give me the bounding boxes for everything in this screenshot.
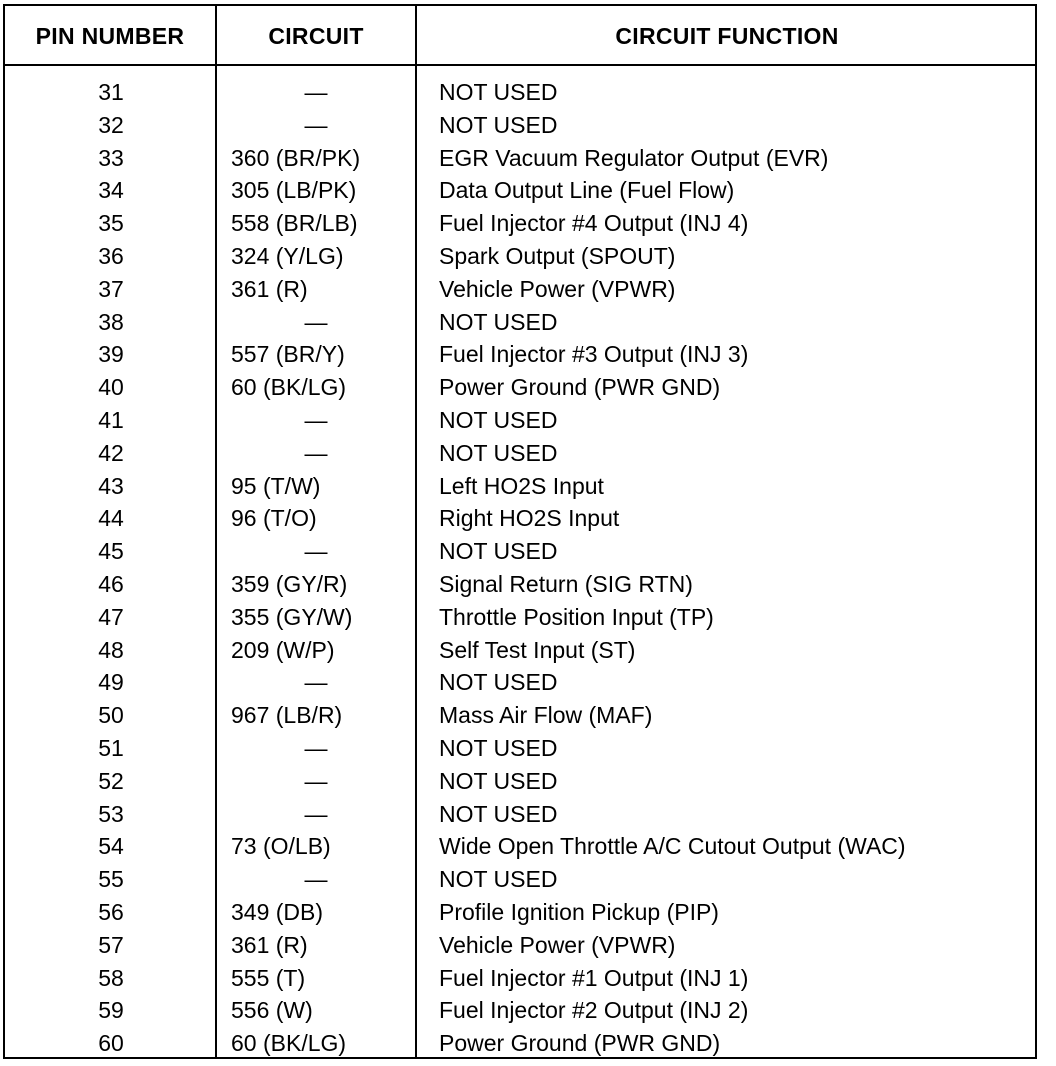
- table-row: [5, 502, 1035, 535]
- circuit-function-cell: Left HO2S Input: [439, 472, 604, 499]
- circuit-function-cell: NOT USED: [439, 439, 558, 466]
- header-circuit-function: CIRCUIT FUNCTION: [615, 23, 839, 49]
- table-row: [5, 207, 1035, 240]
- circuit-function-cell: NOT USED: [439, 734, 558, 761]
- table-row: [5, 699, 1035, 732]
- circuit-function-cell: Fuel Injector #2 Output (INJ 2): [439, 997, 749, 1024]
- header-circuit: CIRCUIT: [268, 23, 364, 49]
- pin-number-cell: 43: [98, 472, 124, 499]
- circuit-cell: —: [304, 800, 328, 827]
- table-row: [5, 142, 1035, 175]
- table-row: [5, 601, 1035, 634]
- pin-number-cell: 31: [98, 79, 124, 105]
- table-row: [5, 962, 1035, 995]
- pin-number-cell: 44: [98, 505, 124, 532]
- pin-number-cell: 60: [98, 1030, 124, 1057]
- table-header: [5, 6, 1035, 66]
- circuit-cell: 60 (BK/LG): [231, 374, 347, 401]
- circuit-cell: 73 (O/LB): [231, 833, 331, 860]
- circuit-function-cell: Wide Open Throttle A/C Cutout Output (WAC): [439, 833, 906, 860]
- pin-number-cell: 32: [98, 111, 124, 138]
- pin-number-cell: 35: [98, 210, 124, 237]
- table-row: [5, 174, 1035, 207]
- circuit-function-cell: Fuel Injector #3 Output (INJ 3): [439, 341, 749, 368]
- table-row: [5, 273, 1035, 306]
- circuit-cell: —: [304, 111, 328, 138]
- table-row: [5, 240, 1035, 273]
- circuit-function-cell: Self Test Input (ST): [439, 636, 636, 663]
- table-row: [5, 994, 1035, 1027]
- table-row: [5, 1027, 1035, 1060]
- table-body: [5, 76, 1035, 1060]
- circuit-cell: 349 (DB): [231, 898, 324, 925]
- circuit-function-cell: Profile Ignition Pickup (PIP): [439, 898, 719, 925]
- circuit-function-cell: Spark Output (SPOUT): [439, 242, 676, 269]
- circuit-cell: —: [304, 308, 328, 335]
- pin-number-cell: 59: [98, 997, 124, 1024]
- circuit-cell: 361 (R): [231, 931, 308, 958]
- circuit-cell: 555 (T): [231, 964, 306, 991]
- circuit-cell: —: [304, 79, 328, 105]
- circuit-function-cell: Right HO2S Input: [439, 505, 620, 532]
- circuit-function-cell: EGR Vacuum Regulator Output (EVR): [439, 144, 829, 171]
- table-row: [5, 830, 1035, 863]
- circuit-function-cell: Data Output Line (Fuel Flow): [439, 177, 735, 204]
- circuit-function-cell: Power Ground (PWR GND): [439, 1030, 721, 1057]
- circuit-cell: 558 (BR/LB): [231, 210, 358, 237]
- circuit-function-cell: NOT USED: [439, 79, 558, 105]
- circuit-cell: —: [304, 538, 328, 565]
- circuit-function-cell: NOT USED: [439, 538, 558, 565]
- table-row: [5, 437, 1035, 470]
- pin-number-cell: 48: [98, 636, 124, 663]
- circuit-function-cell: Vehicle Power (VPWR): [439, 931, 676, 958]
- pin-number-cell: 47: [98, 603, 124, 630]
- circuit-cell: 305 (LB/PK): [231, 177, 357, 204]
- circuit-cell: 355 (GY/W): [231, 603, 353, 630]
- pin-number-cell: 34: [98, 177, 124, 204]
- circuit-cell: 361 (R): [231, 275, 308, 302]
- circuit-function-cell: Throttle Position Input (TP): [439, 603, 714, 630]
- pin-number-cell: 36: [98, 242, 124, 269]
- pin-number-cell: 39: [98, 341, 124, 368]
- pin-number-cell: 58: [98, 964, 124, 991]
- pin-number-cell: 57: [98, 931, 124, 958]
- circuit-cell: —: [304, 669, 328, 696]
- header-pin-number: PIN NUMBER: [35, 23, 185, 49]
- table-row: [5, 404, 1035, 437]
- pin-number-cell: 50: [98, 702, 124, 729]
- pin-number-cell: 42: [98, 439, 124, 466]
- circuit-function-cell: NOT USED: [439, 800, 558, 827]
- table-row: [5, 371, 1035, 404]
- pin-table: [3, 4, 1037, 1059]
- circuit-cell: 96 (T/O): [231, 505, 317, 532]
- circuit-function-cell: NOT USED: [439, 111, 558, 138]
- circuit-cell: 556 (W): [231, 997, 313, 1024]
- table-row: [5, 896, 1035, 929]
- pin-number-cell: 37: [98, 275, 124, 302]
- circuit-function-cell: NOT USED: [439, 767, 558, 794]
- table-row: [5, 929, 1035, 962]
- table-row: [5, 109, 1035, 142]
- pin-number-cell: 56: [98, 898, 124, 925]
- circuit-function-cell: Fuel Injector #1 Output (INJ 1): [439, 964, 749, 991]
- circuit-function-cell: Mass Air Flow (MAF): [439, 702, 653, 729]
- table-row: [5, 732, 1035, 765]
- table-row: [5, 470, 1035, 503]
- circuit-cell: 360 (BR/PK): [231, 144, 361, 171]
- pin-number-cell: 41: [98, 406, 124, 433]
- pin-number-cell: 53: [98, 800, 124, 827]
- pin-number-cell: 55: [98, 866, 124, 893]
- circuit-cell: —: [304, 767, 328, 794]
- circuit-cell: 359 (GY/R): [231, 570, 348, 597]
- table-row: [5, 338, 1035, 371]
- circuit-function-cell: Power Ground (PWR GND): [439, 374, 721, 401]
- table-row: [5, 798, 1035, 831]
- table-row: [5, 76, 1035, 109]
- circuit-cell: 209 (W/P): [231, 636, 335, 663]
- circuit-cell: 324 (Y/LG): [231, 242, 344, 269]
- circuit-function-cell: NOT USED: [439, 669, 558, 696]
- circuit-cell: —: [304, 439, 328, 466]
- table-row: [5, 568, 1035, 601]
- pin-number-cell: 49: [98, 669, 124, 696]
- table-row: [5, 863, 1035, 896]
- circuit-cell: 60 (BK/LG): [231, 1030, 347, 1057]
- circuit-cell: —: [304, 406, 328, 433]
- circuit-cell: 557 (BR/Y): [231, 341, 345, 368]
- pin-number-cell: 51: [98, 734, 124, 761]
- pin-number-cell: 40: [98, 374, 124, 401]
- pin-number-cell: 52: [98, 767, 124, 794]
- table-row: [5, 634, 1035, 667]
- circuit-function-cell: NOT USED: [439, 308, 558, 335]
- circuit-function-cell: Vehicle Power (VPWR): [439, 275, 676, 302]
- pin-number-cell: 38: [98, 308, 124, 335]
- circuit-function-cell: NOT USED: [439, 866, 558, 893]
- table-row: [5, 535, 1035, 568]
- table-row: [5, 306, 1035, 339]
- circuit-cell: —: [304, 734, 328, 761]
- pin-number-cell: 46: [98, 570, 124, 597]
- circuit-function-cell: Signal Return (SIG RTN): [439, 570, 693, 597]
- circuit-cell: 967 (LB/R): [231, 702, 343, 729]
- pin-number-cell: 54: [98, 833, 124, 860]
- circuit-function-cell: NOT USED: [439, 406, 558, 433]
- circuit-cell: 95 (T/W): [231, 472, 321, 499]
- circuit-cell: —: [304, 866, 328, 893]
- circuit-function-cell: Fuel Injector #4 Output (INJ 4): [439, 210, 749, 237]
- table-row: [5, 666, 1035, 699]
- table-row: [5, 765, 1035, 798]
- pin-number-cell: 45: [98, 538, 124, 565]
- pin-number-cell: 33: [98, 144, 124, 171]
